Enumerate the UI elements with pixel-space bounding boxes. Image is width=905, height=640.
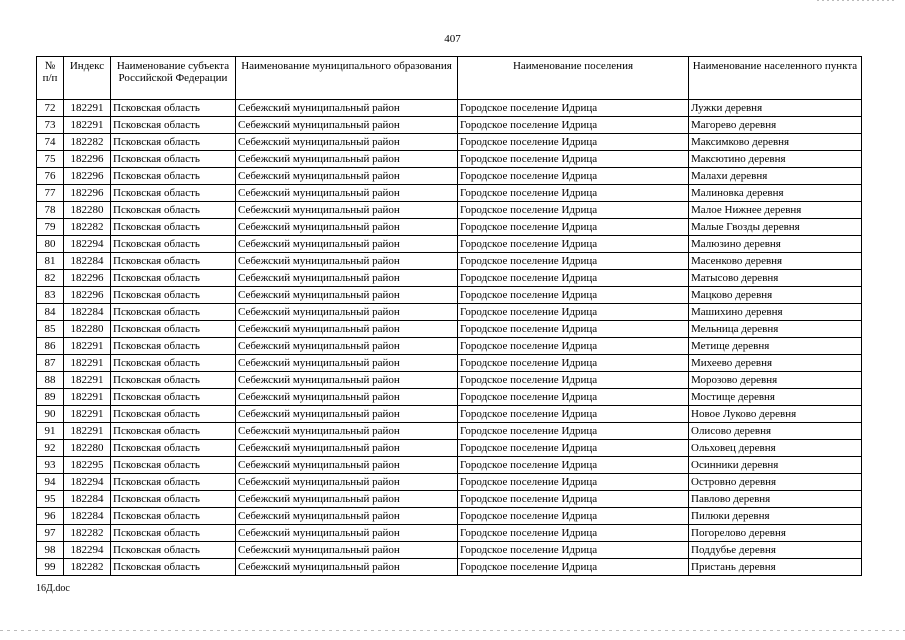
cell-municipal: Себежский муниципальный район — [236, 542, 458, 559]
cell-index: 182284 — [64, 304, 111, 321]
table-row — [37, 100, 862, 117]
cell-num: 89 — [37, 389, 64, 406]
cell-index: 182280 — [64, 202, 111, 219]
cell-subject: Псковская область — [111, 525, 236, 542]
table-row — [37, 151, 862, 168]
cell-municipal: Себежский муниципальный район — [236, 321, 458, 338]
table-row — [37, 321, 862, 338]
cell-locality: Масенково деревня — [689, 253, 862, 270]
cell-settlement: Городское поселение Идрица — [458, 134, 689, 151]
cell-locality: Мельница деревня — [689, 321, 862, 338]
header-num: № п/п — [37, 57, 64, 100]
cell-subject: Псковская область — [111, 423, 236, 440]
table-row — [37, 270, 862, 287]
cell-num: 92 — [37, 440, 64, 457]
cell-municipal: Себежский муниципальный район — [236, 508, 458, 525]
header-settlement: Наименование поселения — [458, 57, 689, 100]
cell-settlement: Городское поселение Идрица — [458, 236, 689, 253]
cell-locality: Новое Луково деревня — [689, 406, 862, 423]
cell-settlement: Городское поселение Идрица — [458, 406, 689, 423]
cell-num: 79 — [37, 219, 64, 236]
cell-locality: Малахи деревня — [689, 168, 862, 185]
cell-municipal: Себежский муниципальный район — [236, 253, 458, 270]
header-locality: Наименование населенного пункта — [689, 57, 862, 100]
cell-index: 182291 — [64, 338, 111, 355]
cell-municipal: Себежский муниципальный район — [236, 491, 458, 508]
cell-settlement: Городское поселение Идрица — [458, 287, 689, 304]
cell-municipal: Себежский муниципальный район — [236, 100, 458, 117]
cell-index: 182294 — [64, 542, 111, 559]
cell-locality: Мостище деревня — [689, 389, 862, 406]
cell-settlement: Городское поселение Идрица — [458, 117, 689, 134]
header-subject: Наименование субъекта Российской Федерации — [111, 57, 236, 100]
cell-locality: Ольховец деревня — [689, 440, 862, 457]
cell-subject: Псковская область — [111, 355, 236, 372]
cell-num: 94 — [37, 474, 64, 491]
cell-subject: Псковская область — [111, 491, 236, 508]
cell-municipal: Себежский муниципальный район — [236, 117, 458, 134]
cell-locality: Максютино деревня — [689, 151, 862, 168]
cell-subject: Псковская область — [111, 457, 236, 474]
cell-municipal: Себежский муниципальный район — [236, 304, 458, 321]
cell-municipal: Себежский муниципальный район — [236, 134, 458, 151]
cell-settlement: Городское поселение Идрица — [458, 355, 689, 372]
cell-municipal: Себежский муниципальный район — [236, 168, 458, 185]
cell-index: 182296 — [64, 185, 111, 202]
cell-locality: Островно деревня — [689, 474, 862, 491]
cell-settlement: Городское поселение Идрица — [458, 474, 689, 491]
cell-municipal: Себежский муниципальный район — [236, 287, 458, 304]
cell-index: 182282 — [64, 219, 111, 236]
table-row — [37, 457, 862, 474]
cell-locality: Павлово деревня — [689, 491, 862, 508]
cell-subject: Псковская область — [111, 151, 236, 168]
cell-locality: Олисово деревня — [689, 423, 862, 440]
table-row — [37, 559, 862, 576]
cell-subject: Псковская область — [111, 406, 236, 423]
cell-num: 81 — [37, 253, 64, 270]
cell-subject: Псковская область — [111, 100, 236, 117]
cell-municipal: Себежский муниципальный район — [236, 236, 458, 253]
cell-municipal: Себежский муниципальный район — [236, 338, 458, 355]
table-row — [37, 168, 862, 185]
cell-num: 82 — [37, 270, 64, 287]
table-row — [37, 440, 862, 457]
cell-settlement: Городское поселение Идрица — [458, 457, 689, 474]
cell-subject: Псковская область — [111, 219, 236, 236]
cell-settlement: Городское поселение Идрица — [458, 185, 689, 202]
cell-num: 88 — [37, 372, 64, 389]
cell-municipal: Себежский муниципальный район — [236, 406, 458, 423]
cell-locality: Осинники деревня — [689, 457, 862, 474]
scan-artifact — [0, 630, 905, 631]
cell-index: 182294 — [64, 474, 111, 491]
cell-subject: Псковская область — [111, 440, 236, 457]
cell-subject: Псковская область — [111, 389, 236, 406]
cell-subject: Псковская область — [111, 168, 236, 185]
table-row — [37, 134, 862, 151]
cell-subject: Псковская область — [111, 117, 236, 134]
table-row — [37, 389, 862, 406]
cell-locality: Малюзино деревня — [689, 236, 862, 253]
cell-index: 182291 — [64, 355, 111, 372]
table-row — [37, 525, 862, 542]
table-row — [37, 372, 862, 389]
document-footer: 16Д.doc — [36, 583, 70, 594]
cell-index: 182294 — [64, 236, 111, 253]
table-row — [37, 423, 862, 440]
cell-settlement: Городское поселение Идрица — [458, 304, 689, 321]
cell-index: 182291 — [64, 117, 111, 134]
cell-municipal: Себежский муниципальный район — [236, 185, 458, 202]
cell-subject: Псковская область — [111, 542, 236, 559]
table-row — [37, 338, 862, 355]
cell-locality: Погорелово деревня — [689, 525, 862, 542]
cell-municipal: Себежский муниципальный район — [236, 372, 458, 389]
cell-index: 182296 — [64, 287, 111, 304]
cell-index: 182296 — [64, 270, 111, 287]
cell-settlement: Городское поселение Идрица — [458, 389, 689, 406]
cell-settlement: Городское поселение Идрица — [458, 423, 689, 440]
cell-num: 87 — [37, 355, 64, 372]
cell-municipal: Себежский муниципальный район — [236, 202, 458, 219]
cell-subject: Псковская область — [111, 134, 236, 151]
cell-settlement: Городское поселение Идрица — [458, 440, 689, 457]
cell-municipal: Себежский муниципальный район — [236, 270, 458, 287]
cell-num: 73 — [37, 117, 64, 134]
cell-municipal: Себежский муниципальный район — [236, 559, 458, 576]
cell-index: 182284 — [64, 491, 111, 508]
table-row — [37, 219, 862, 236]
cell-locality: Морозово деревня — [689, 372, 862, 389]
cell-subject: Псковская область — [111, 372, 236, 389]
cell-num: 77 — [37, 185, 64, 202]
cell-index: 182296 — [64, 168, 111, 185]
table-row — [37, 185, 862, 202]
cell-locality: Поддубье деревня — [689, 542, 862, 559]
cell-municipal: Себежский муниципальный район — [236, 423, 458, 440]
cell-locality: Малое Нижнее деревня — [689, 202, 862, 219]
cell-settlement: Городское поселение Идрица — [458, 542, 689, 559]
table-body — [37, 100, 862, 576]
cell-locality: Малые Гвозды деревня — [689, 219, 862, 236]
table-row — [37, 202, 862, 219]
cell-index: 182296 — [64, 151, 111, 168]
cell-num: 78 — [37, 202, 64, 219]
cell-index: 182284 — [64, 253, 111, 270]
header-index: Индекс — [64, 57, 111, 100]
cell-settlement: Городское поселение Идрица — [458, 338, 689, 355]
cell-num: 75 — [37, 151, 64, 168]
table-row — [37, 304, 862, 321]
cell-num: 85 — [37, 321, 64, 338]
cell-municipal: Себежский муниципальный район — [236, 474, 458, 491]
cell-locality: Матысово деревня — [689, 270, 862, 287]
cell-settlement: Городское поселение Идрица — [458, 525, 689, 542]
cell-num: 98 — [37, 542, 64, 559]
table-row — [37, 491, 862, 508]
cell-index: 182291 — [64, 423, 111, 440]
cell-locality: Лужки деревня — [689, 100, 862, 117]
cell-municipal: Себежский муниципальный район — [236, 219, 458, 236]
cell-subject: Псковская область — [111, 202, 236, 219]
cell-index: 182282 — [64, 559, 111, 576]
cell-num: 96 — [37, 508, 64, 525]
cell-settlement: Городское поселение Идрица — [458, 168, 689, 185]
cell-index: 182282 — [64, 525, 111, 542]
cell-settlement: Городское поселение Идрица — [458, 100, 689, 117]
cell-subject: Псковская область — [111, 338, 236, 355]
cell-num: 90 — [37, 406, 64, 423]
table-row — [37, 355, 862, 372]
cell-index: 182291 — [64, 389, 111, 406]
cell-settlement: Городское поселение Идрица — [458, 270, 689, 287]
cell-municipal: Себежский муниципальный район — [236, 457, 458, 474]
cell-locality: Машихино деревня — [689, 304, 862, 321]
cell-locality: Михеево деревня — [689, 355, 862, 372]
cell-subject: Псковская область — [111, 559, 236, 576]
cell-subject: Псковская область — [111, 474, 236, 491]
cell-subject: Псковская область — [111, 287, 236, 304]
cell-locality: Мацково деревня — [689, 287, 862, 304]
table-row — [37, 236, 862, 253]
cell-settlement: Городское поселение Идрица — [458, 151, 689, 168]
table-row — [37, 253, 862, 270]
cell-settlement: Городское поселение Идрица — [458, 202, 689, 219]
cell-subject: Псковская область — [111, 270, 236, 287]
cell-index: 182284 — [64, 508, 111, 525]
cell-municipal: Себежский муниципальный район — [236, 389, 458, 406]
table-row — [37, 542, 862, 559]
cell-index: 182295 — [64, 457, 111, 474]
cell-num: 97 — [37, 525, 64, 542]
cell-municipal: Себежский муниципальный район — [236, 440, 458, 457]
cell-num: 95 — [37, 491, 64, 508]
cell-settlement: Городское поселение Идрица — [458, 253, 689, 270]
page-number: 407 — [444, 33, 461, 45]
scan-artifact — [817, 0, 897, 1]
cell-locality: Метище деревня — [689, 338, 862, 355]
cell-municipal: Себежский муниципальный район — [236, 355, 458, 372]
cell-locality: Максимково деревня — [689, 134, 862, 151]
cell-num: 93 — [37, 457, 64, 474]
cell-index: 182291 — [64, 372, 111, 389]
cell-locality: Пристань деревня — [689, 559, 862, 576]
cell-settlement: Городское поселение Идрица — [458, 491, 689, 508]
cell-num: 91 — [37, 423, 64, 440]
cell-index: 182280 — [64, 321, 111, 338]
cell-municipal: Себежский муниципальный район — [236, 151, 458, 168]
table-row — [37, 406, 862, 423]
cell-settlement: Городское поселение Идрица — [458, 321, 689, 338]
cell-num: 76 — [37, 168, 64, 185]
cell-index: 182291 — [64, 406, 111, 423]
cell-locality: Магорево деревня — [689, 117, 862, 134]
cell-subject: Псковская область — [111, 253, 236, 270]
cell-settlement: Городское поселение Идрица — [458, 372, 689, 389]
table-header-row — [37, 57, 862, 100]
cell-index: 182282 — [64, 134, 111, 151]
cell-index: 182280 — [64, 440, 111, 457]
cell-num: 84 — [37, 304, 64, 321]
cell-subject: Псковская область — [111, 236, 236, 253]
cell-subject: Псковская область — [111, 321, 236, 338]
settlements-table — [36, 56, 862, 576]
cell-subject: Псковская область — [111, 508, 236, 525]
cell-settlement: Городское поселение Идрица — [458, 559, 689, 576]
cell-subject: Псковская область — [111, 185, 236, 202]
cell-settlement: Городское поселение Идрица — [458, 219, 689, 236]
cell-num: 83 — [37, 287, 64, 304]
table-row — [37, 287, 862, 304]
cell-num: 72 — [37, 100, 64, 117]
table-row — [37, 508, 862, 525]
cell-index: 182291 — [64, 100, 111, 117]
cell-num: 99 — [37, 559, 64, 576]
cell-num: 80 — [37, 236, 64, 253]
cell-subject: Псковская область — [111, 304, 236, 321]
header-municipal: Наименование муниципального образования — [236, 57, 458, 100]
cell-municipal: Себежский муниципальный район — [236, 525, 458, 542]
table-row — [37, 117, 862, 134]
cell-locality: Малиновка деревня — [689, 185, 862, 202]
cell-num: 86 — [37, 338, 64, 355]
cell-settlement: Городское поселение Идрица — [458, 508, 689, 525]
table-row — [37, 474, 862, 491]
cell-num: 74 — [37, 134, 64, 151]
cell-locality: Пилюки деревня — [689, 508, 862, 525]
